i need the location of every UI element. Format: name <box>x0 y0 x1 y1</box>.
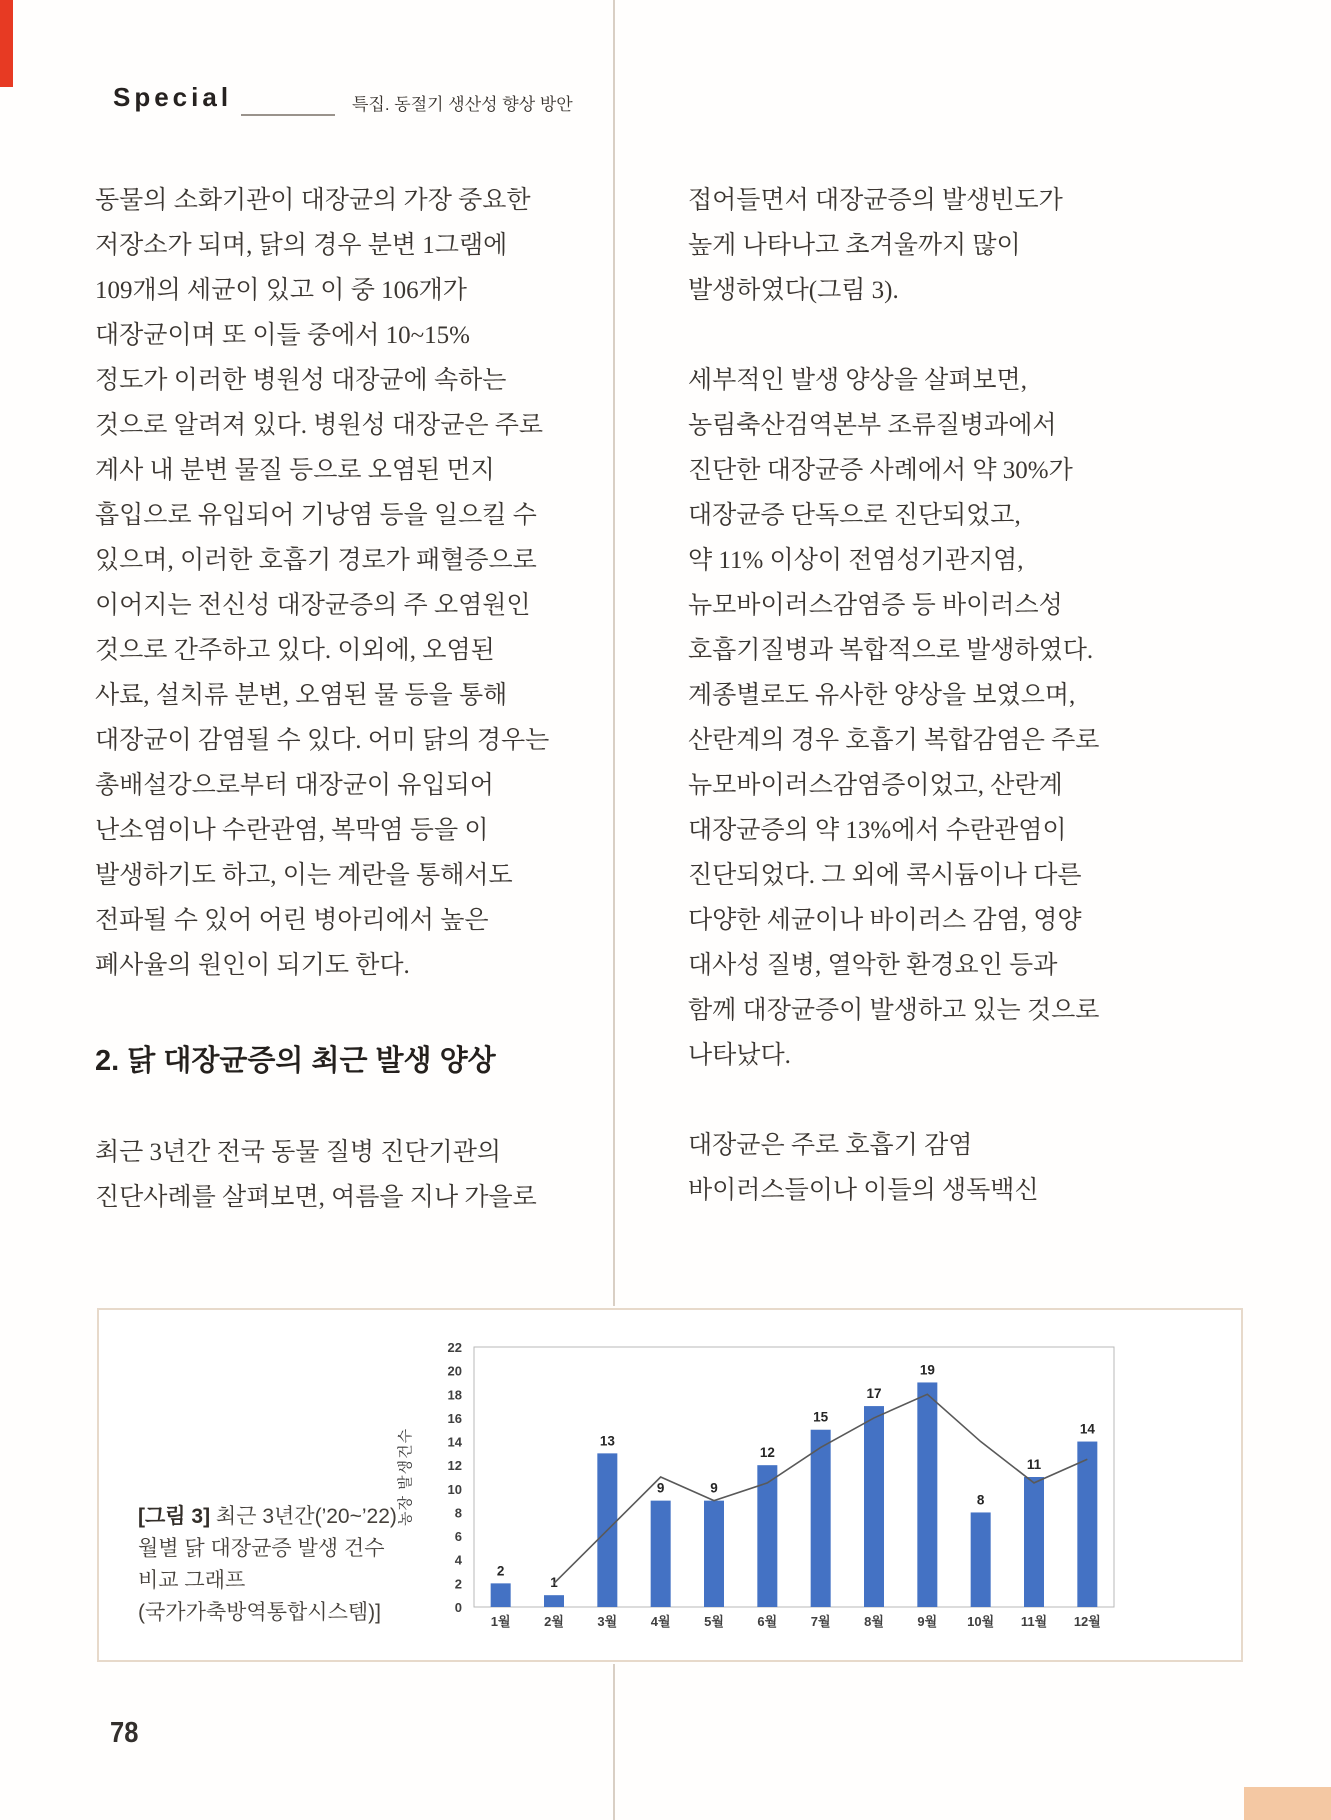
bar-value-label: 2 <box>496 1563 505 1579</box>
bar-7월 <box>811 1430 831 1607</box>
section-heading: 2. 닭 대장균증의 최근 발생 양상 <box>95 1045 496 1077</box>
bar-8월 <box>864 1406 884 1607</box>
y-tick-label: 2 <box>454 1576 462 1592</box>
x-tick-label: 10월 <box>967 1614 995 1629</box>
text-line: 대장균증의 약 13%에서 수란관염이 <box>688 817 1067 844</box>
text-line: 대장균이며 또 이들 중에서 10~15% <box>95 322 471 349</box>
text-line: 발생하기도 하고, 이는 계란을 통해서도 <box>95 862 513 889</box>
text-line: 것으로 간주하고 있다. 이외에, 오염된 <box>95 637 495 664</box>
text-line: 정도가 이러한 병원성 대장균에 속하는 <box>95 367 507 394</box>
x-tick-label: 7월 <box>810 1614 831 1629</box>
bar-2월 <box>544 1595 564 1607</box>
corner-accent-block <box>1244 1787 1331 1820</box>
header-rule <box>241 114 335 116</box>
text-line: 저장소가 되며, 닭의 경우 분변 1그램에 <box>95 232 508 259</box>
text-line: 진단한 대장균증 사례에서 약 30%가 <box>688 457 1073 484</box>
x-tick-label: 8월 <box>864 1614 884 1629</box>
text-line: 발생하였다(그림 3). <box>688 277 899 304</box>
bar-value-label: 19 <box>919 1362 935 1378</box>
x-tick-label: 6월 <box>757 1614 778 1629</box>
text-line: 계사 내 분변 물질 등으로 오염된 먼지 <box>95 457 495 484</box>
x-tick-label: 12월 <box>1073 1614 1101 1629</box>
y-tick-label: 18 <box>447 1387 462 1403</box>
text-line: 다양한 세균이나 바이러스 감염, 영양 <box>688 907 1082 934</box>
x-tick-label: 9월 <box>917 1614 938 1629</box>
figure3-caption <box>138 1501 397 1629</box>
text-line: 최근 3년간 전국 동물 질병 진단기관의 <box>95 1139 502 1166</box>
section-label: Special <box>113 82 233 112</box>
page-edge-red-mark <box>0 0 13 87</box>
text-line: 월별 닭 대장균증 발생 건수 <box>138 1537 385 1560</box>
text-line: 폐사율의 원인이 되기도 한다. <box>95 952 410 979</box>
text-line: 뉴모바이러스감염증 등 바이러스성 <box>688 592 1063 619</box>
bar-1월 <box>491 1583 511 1607</box>
figure3-box <box>97 1308 1243 1662</box>
y-tick-label: 20 <box>447 1363 462 1379</box>
text-line: 세부적인 발생 양상을 살펴보면, <box>688 367 1027 394</box>
x-tick-label: 2월 <box>544 1614 564 1629</box>
caption-text: 최근 3년간(’20~’22) <box>210 1505 397 1528</box>
feature-title: 특집. 동절기 생산성 향상 방안 <box>352 95 573 114</box>
bar-value-label: 13 <box>599 1433 615 1449</box>
column-divider-bottom <box>613 1664 615 1820</box>
caption-lines <box>138 1533 397 1629</box>
text-line: 사료, 설치류 분변, 오염된 물 등을 통해 <box>95 682 508 709</box>
text-line <box>688 313 1188 358</box>
text-line: 농림축산검역본부 조류질병과에서 <box>688 412 1057 439</box>
text-line: (국가가축방역통합시스템)] <box>138 1601 381 1624</box>
text-line: 바이러스들이나 이들의 생독백신 <box>688 1177 1039 1204</box>
bar-value-label: 17 <box>866 1386 882 1402</box>
bar-6월 <box>757 1465 777 1607</box>
bar-11월 <box>1024 1477 1044 1607</box>
figure3-chart <box>384 1312 1224 1642</box>
text-line: 계종별로도 유사한 양상을 보였으며, <box>688 682 1076 709</box>
text-line: 흡입으로 유입되어 기낭염 등을 일으킬 수 <box>95 502 537 529</box>
text-line: 것으로 알려져 있다. 병원성 대장균은 주로 <box>95 412 544 439</box>
text-line: 약 11% 이상이 전염성기관지염, <box>688 547 1024 574</box>
bar-value-label: 9 <box>656 1480 665 1496</box>
text-line: 대장균은 주로 호흡기 감염 <box>688 1132 973 1159</box>
x-tick-label: 3월 <box>597 1614 618 1629</box>
y-tick-label: 14 <box>447 1434 462 1450</box>
text-line: 총배설강으로부터 대장균이 유입되어 <box>95 772 494 799</box>
bar-value-label: 9 <box>710 1480 718 1496</box>
bar-12월 <box>1077 1442 1097 1607</box>
y-tick-label: 12 <box>447 1458 462 1474</box>
column-divider <box>613 0 615 1306</box>
text-line: 전파될 수 있어 어린 병아리에서 높은 <box>95 907 489 934</box>
text-line: 진단사례를 살펴보면, 여름을 지나 가을로 <box>95 1184 537 1211</box>
x-tick-label: 1월 <box>490 1614 511 1629</box>
text-line: 나타났다. <box>688 1042 791 1069</box>
text-line: 109개의 세균이 있고 이 중 106개가 <box>95 277 467 304</box>
bar-value-label: 8 <box>976 1492 985 1508</box>
right-column <box>688 178 1188 1213</box>
y-tick-label: 8 <box>454 1505 462 1521</box>
bar-value-label: 1 <box>550 1575 558 1591</box>
text-line: 비교 그래프 <box>138 1569 246 1592</box>
text-line: 산란계의 경우 호흡기 복합감염은 주로 <box>688 727 1100 754</box>
bar-4월 <box>651 1501 671 1607</box>
left-column-paragraph-1 <box>95 178 595 988</box>
x-tick-label: 5월 <box>704 1614 724 1629</box>
bar-5월 <box>704 1501 724 1607</box>
bar-value-label: 11 <box>1026 1457 1042 1472</box>
page-number: 78 <box>110 1717 139 1749</box>
text-line: 대장균증 단독으로 진단되었고, <box>688 502 1021 529</box>
y-tick-label: 16 <box>447 1410 462 1426</box>
text-line: 이어지는 전신성 대장균증의 주 오염원인 <box>95 592 531 619</box>
text-line: 있으며, 이러한 호흡기 경로가 패혈증으로 <box>95 547 537 574</box>
x-tick-label: 4월 <box>650 1614 671 1629</box>
y-tick-label: 0 <box>454 1600 462 1615</box>
text-line: 동물의 소화기관이 대장균의 가장 중요한 <box>95 187 531 214</box>
bar-10월 <box>971 1512 991 1607</box>
bar-value-label: 15 <box>813 1409 829 1425</box>
y-tick-label: 10 <box>447 1481 462 1497</box>
x-tick-label: 11월 <box>1020 1614 1048 1629</box>
y-tick-label: 22 <box>447 1340 462 1355</box>
y-axis-title: 농장 발생건수 <box>397 1427 414 1527</box>
text-line: 높게 나타나고 초겨울까지 많이 <box>688 232 1021 259</box>
text-line: 함께 대장균증이 발생하고 있는 것으로 <box>688 997 1100 1024</box>
text-line: 뉴모바이러스감염증이었고, 산란계 <box>688 772 1063 799</box>
text-line: 진단되었다. 그 외에 콕시듐이나 다른 <box>688 862 1082 889</box>
bar-value-label: 14 <box>1079 1421 1095 1437</box>
figure-label: [그림 3] <box>138 1505 211 1528</box>
text-line: 난소염이나 수란관염, 복막염 등을 이 <box>95 817 489 844</box>
text-line: 접어들면서 대장균증의 발생빈도가 <box>688 187 1063 214</box>
y-tick-label: 4 <box>454 1552 462 1568</box>
caption-line-1 <box>138 1501 397 1533</box>
y-tick-label: 6 <box>454 1529 462 1545</box>
text-line: 호흡기질병과 복합적으로 발생하였다. <box>688 637 1094 664</box>
text-line <box>688 1078 1188 1123</box>
bar-9월 <box>917 1382 937 1607</box>
left-column-paragraph-2 <box>95 1130 595 1220</box>
text-line: 대사성 질병, 열악한 환경요인 등과 <box>688 952 1058 979</box>
text-line: 대장균이 감염될 수 있다. 어미 닭의 경우는 <box>95 727 550 754</box>
bar-value-label: 12 <box>759 1445 775 1461</box>
